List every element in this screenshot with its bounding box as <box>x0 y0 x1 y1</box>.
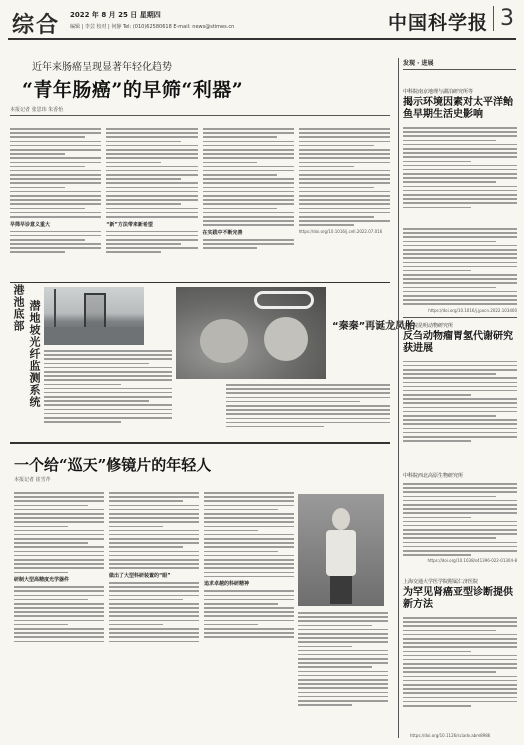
text-column <box>299 128 390 278</box>
photo-caption: “秦秦”再诞龙凤胎 <box>332 321 416 332</box>
doi-link[interactable]: https://doi.org/10.1016/j.cell.2022.07.016 <box>298 228 383 234</box>
harbor-story-body <box>44 350 172 430</box>
issue-date: 2022 年 8 月 25 日 星期四 <box>70 11 161 19</box>
animals-story-body <box>226 384 390 432</box>
story-subhead: 追求卓越的科研精神 <box>204 581 250 588</box>
story-subhead: 做出了大型科研装置的“眼” <box>109 572 171 579</box>
story-subhead: “新”方法带来新希望 <box>106 221 153 228</box>
sidebar-item <box>403 228 517 444</box>
text-column <box>204 492 294 736</box>
story-subhead: 研制大型高精度光学器件 <box>14 577 70 584</box>
sidebar-title: 反刍动物瘤胃氢代谢研究获进展 <box>403 330 513 354</box>
text-column <box>109 492 199 736</box>
story-subhead: 在实践中不断完善 <box>202 229 243 236</box>
story-kicker: 近年来肠癌呈现显著年轻化趋势 <box>32 62 172 73</box>
lead-story-body <box>10 128 390 278</box>
story-headline: “青年肠癌”的早筛“利器” <box>22 79 244 101</box>
divider <box>10 115 390 116</box>
doi-link[interactable]: https://doi.org/10.1126/sciadv.abm8986 <box>410 733 491 738</box>
harbor-photo <box>44 287 144 345</box>
doi-link[interactable]: https://doi.org/10.1016/j.jpocn.2022.103400 <box>428 307 517 313</box>
sidebar-item <box>403 80 517 211</box>
masthead <box>8 4 516 40</box>
vertical-title: 潜地坡光纤监测系统 <box>28 300 41 408</box>
divider <box>403 317 517 318</box>
animals-photo <box>176 287 326 379</box>
story-headline: 一个给“巡天”修镜片的年轻人 <box>14 456 212 474</box>
sidebar-kicker: 上海交通大学医学院附属仁济医院 <box>403 579 479 585</box>
text-column <box>106 128 197 278</box>
sidebar-title: 揭示环境因素对太平洋鲐鱼早期生活史影响 <box>403 97 513 120</box>
news-sidebar <box>398 58 516 738</box>
paper-logo: 中国科学报 <box>387 12 488 34</box>
story-byline: 本报记者 张思玮 朱香怡 <box>10 107 64 113</box>
sidebar-kicker: 中科院西北高原生物研究所 <box>403 473 464 479</box>
story-byline: 本报记者 崔雪芹 <box>14 477 51 483</box>
lead-story <box>10 58 390 116</box>
text-column <box>10 128 101 278</box>
divider <box>10 282 390 283</box>
doi-link[interactable]: https://doi.org/10.1038/s41396-022-01304-8 <box>427 558 517 564</box>
story2-body-right <box>298 612 388 736</box>
vertical-title: 港池底部 <box>12 284 25 332</box>
story-subhead: 早筛早诊意义重大 <box>10 221 51 228</box>
sidebar-title: 为罕见肾癌亚型诊断提供新方法 <box>403 587 513 610</box>
sidebar-tag: 发现 · 进展 <box>403 58 516 70</box>
section-name: 综合 <box>12 13 61 38</box>
text-column <box>14 492 104 736</box>
sidebar-kicker: 中科院南京地理与湖泊研究所等 <box>403 89 474 95</box>
divider <box>10 442 390 444</box>
sidebar-kicker: 中科院昆明动物研究所 <box>403 322 454 329</box>
sidebar-item <box>403 578 517 709</box>
portrait-photo <box>298 494 384 606</box>
text-column <box>203 128 294 278</box>
sidebar-item <box>403 472 517 563</box>
story2-body <box>14 492 294 736</box>
editor-contact: 编辑 | 李芸 校对 | 何静 Tel: (010)62580618 E-mail: news@stimes.cn <box>70 24 235 30</box>
page-number: 3 <box>493 6 514 31</box>
